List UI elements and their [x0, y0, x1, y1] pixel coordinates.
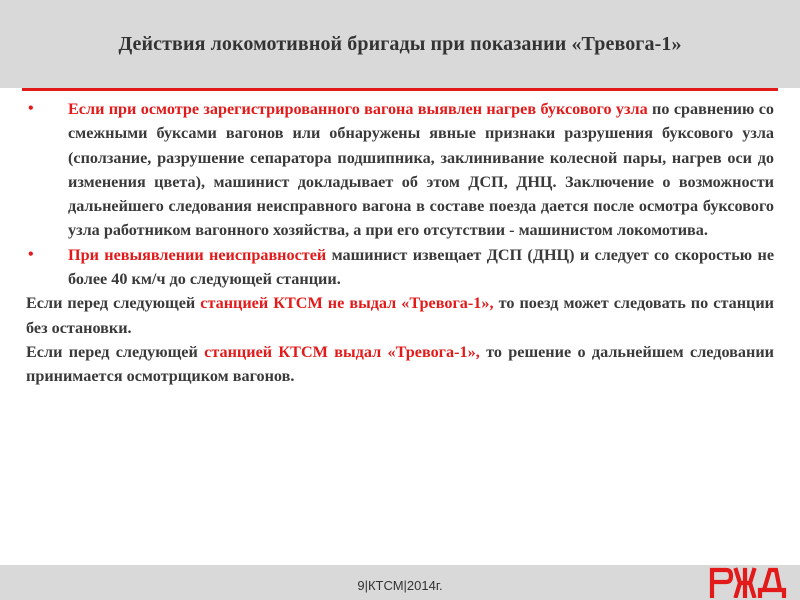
paragraph-1	[26, 291, 774, 340]
paragraph-2	[26, 340, 774, 389]
bullet-marker: •	[28, 100, 34, 117]
bullet-1-highlight: Если при осмотре зарегистрированного вагона выявлен нагрев буксового узла	[68, 100, 648, 118]
bullet-item-2	[26, 243, 774, 292]
slide-content	[26, 97, 774, 389]
footer-page-info: 9|КТСМ|2014г.	[357, 578, 443, 593]
slide-title: Действия локомотивной бригады при показании «Тревога-1»	[118, 33, 682, 55]
paragraph-1-lead: Если перед следующей	[26, 294, 201, 313]
paragraph-2-tail: то решение о дальнейшем следовании принимается осмотрщиком вагонов.	[26, 342, 774, 386]
paragraph-2-lead: Если перед следующей	[26, 342, 205, 361]
title-band	[0, 0, 800, 88]
bullet-item-1	[26, 97, 774, 243]
bullet-1-text: по сравнению со смежными буксами вагонов или обнаружены явные признаки разрушения буксового узла (сползание, разрушение сепаратора подшипника, заклинивание колесной пары, нагрев оси до изменения цвета), машинист докладывает об этом ДСП, ДНЦ. Заключение о возможности дальнейшего следования неисправного вагона в составе поезда дается после осмотра буксового узла работником вагонного хозяйства, а при его отсутствии - машинистом локомотива.	[68, 100, 775, 240]
paragraph-1-highlight: станцией КТСМ не выдал «Тревога-1»,	[200, 294, 494, 313]
title-divider	[22, 88, 778, 91]
paragraph-1-tail: то поезд может следовать по станции без остановки.	[26, 294, 774, 337]
paragraph-2-highlight: станцией КТСМ выдал «Тревога-1»,	[204, 342, 480, 361]
bullet-2-highlight: При невыявлении неисправностей	[68, 245, 327, 264]
bullet-marker: •	[28, 245, 34, 263]
rzd-logo	[706, 566, 788, 598]
bullet-2-text: машинист извещает ДСП (ДНЦ) и следует со скоростью не более 40 км/ч до следующей станции.	[68, 245, 775, 289]
